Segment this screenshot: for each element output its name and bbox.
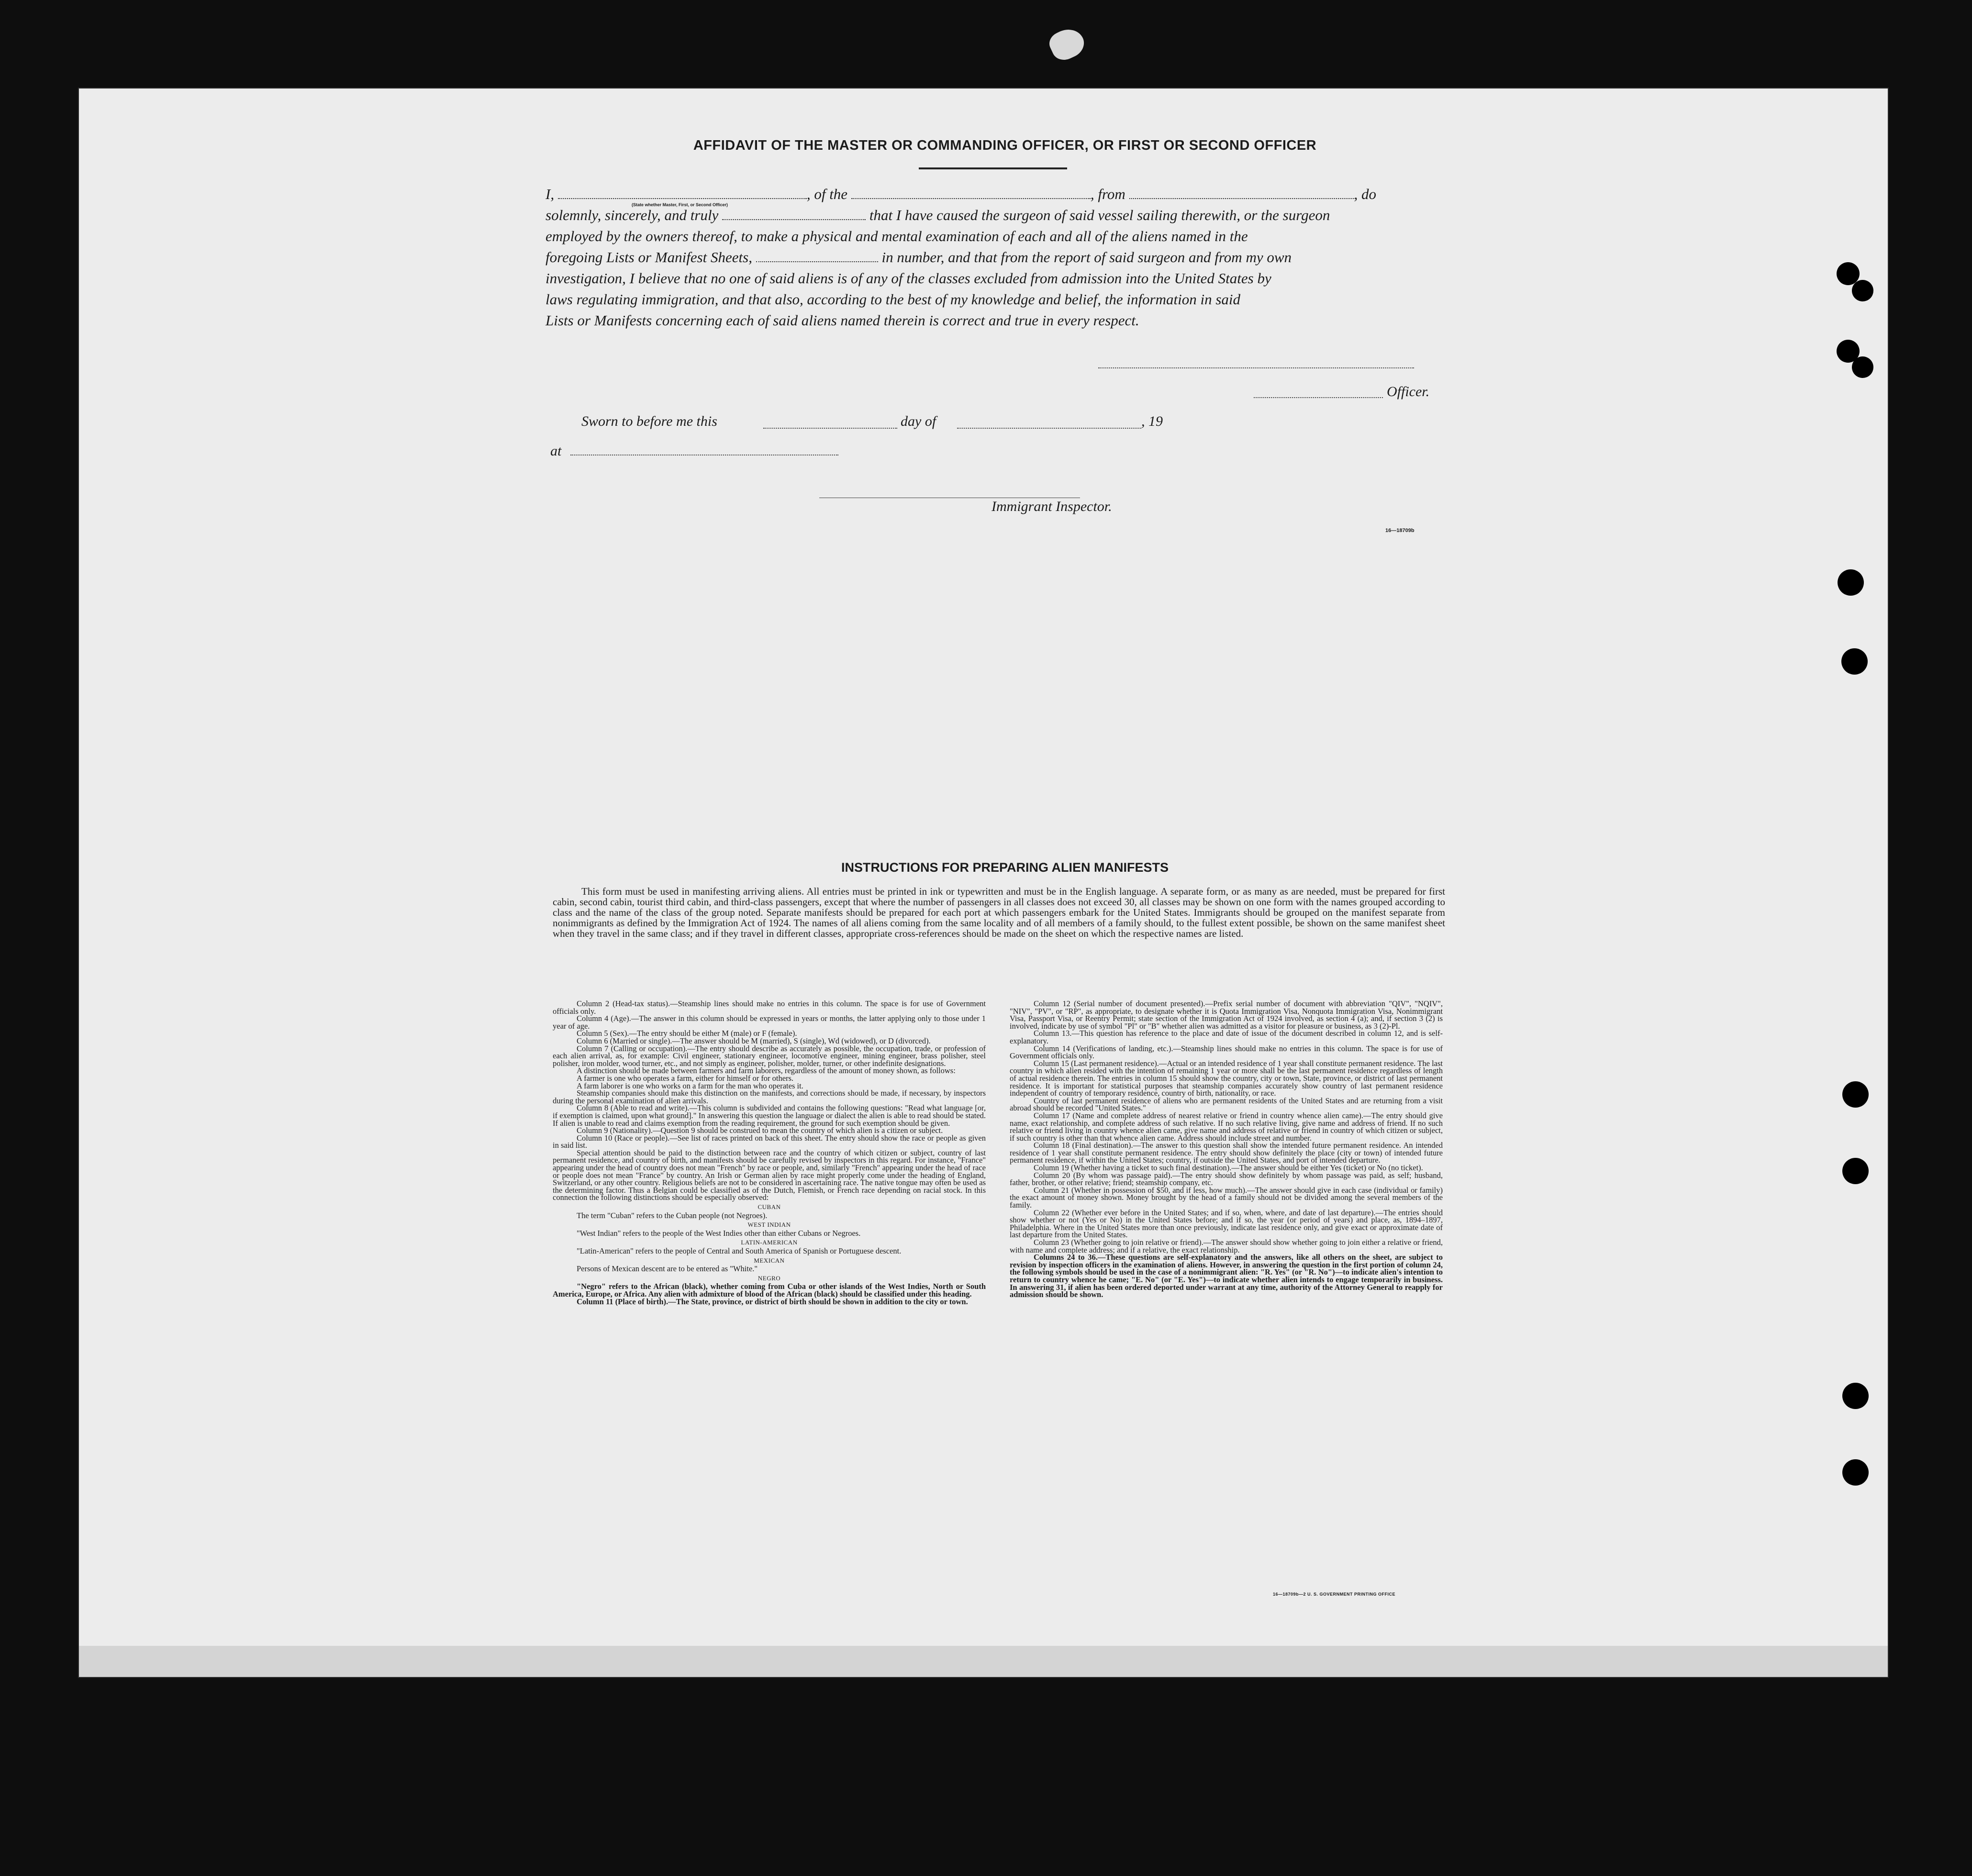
instruction-paragraph: Columns 24 to 36.—These questions are self-explanatory and the answers, like all others on the sheet, are subject to revision by inspection officers in the examination of aliens. However, in answering the question in the first portion of column 24, the following symbols should be used in the case of a nonimmigrant alien: "R. Yes" (or "R. No")—to indicate alien's intention to return to country whence he came; "E. No" (or "E. Yes")—to indicate whether alien intends to engage temporarily in business. In answering 31, if alien has been ordered deported under warrant at any time, authority of the Attorney General to reapply for admission should be shown. — [1010, 1253, 1443, 1299]
sworn-label: Sworn to before me this — [581, 413, 717, 429]
affidavit-line-3: employed by the owners thereof, to make a physical and mental examination of each and all of the aliens named in the — [546, 228, 1248, 244]
instruction-paragraph: Column 18 (Final destination).—The answer to this question shall show the intended future permanent residence. An intended residence of 1 year shall constitute permanent residence. The entry should show definitely the place (city or town) of intended future permanent residence, if within the United States; country, if outside the United States, and port of intended departure. — [1010, 1141, 1443, 1165]
binder-hole — [1841, 648, 1868, 675]
at-label: at — [550, 443, 562, 459]
cuban-heading: CUBAN — [758, 1203, 781, 1211]
instruction-paragraph: Column 17 (Name and complete address of nearest relative or friend in country whence alien came).—The entry should give name, exact relationship, and complete address of such relative. If no such relative living, give name and address of friend. If no such relative or friend living in country whence alien came, give name and address of relative or friend in country of which citizen or subject, if such country is other than that whence alien came. Address should include street and number. — [1010, 1110, 1443, 1143]
instruction-paragraph: Column 19 (Whether having a ticket to such final destination).—The answer should be either Yes (ticket) or No (no ticket). — [1034, 1163, 1423, 1173]
mexican-text: Persons of Mexican descent are to be entered as "White." — [577, 1264, 758, 1274]
instruction-paragraph: Special attention should be paid to the distinction between race and the country of which citizen or subject, country of last permanent residence, and country of birth, and manifests should be carefully revised by inspectors in this regard. For instance, "France" appearing under the head of country does not mean "French" by race or people, and, similarly "French" appearing under the head of race or people does not mean "France" by country. An Irish or German alien by race might properly come under the heading of England, Switzerland, or any other country. Religious beliefs are not to be considered in ascertaining race. The native tongue may often be used as the determining factor. Thus a Belgian could be classified as of the Dutch, Flemish, or French race depending on racial stock. In this connection the following distinctions should be especially observed: — [553, 1148, 986, 1202]
binder-hole — [1852, 356, 1873, 378]
declare-blank — [722, 208, 866, 220]
instructions-left-column — [553, 1000, 986, 1305]
title-rule — [919, 167, 1067, 169]
instruction-paragraph: Column 6 (Married or single).—The answer should be M (married), S (single), Wd (widowed), or D (divorced). — [577, 1036, 931, 1045]
negro-text: "Negro" refers to the African (black), whether coming from Cuba or other islands of the West Indies, North or South America, Europe, or Africa. Any alien with admixture of blood of the African (black) should be classified under this heading. — [553, 1282, 986, 1299]
sworn-month-blank — [957, 428, 1141, 429]
instruction-paragraph: Column 8 (Able to read and write).—This column is subdivided and contains the following questions: "Read what language [or, if exemption is claimed, upon what ground]." In answering this question the language or dialect the alien is able to read should be stated. If alien is unable to read and claims exemption from the reading requirement, the ground for such exemption should be given. — [553, 1103, 986, 1128]
instruction-paragraph: A farm laborer is one who works on a farm for the man who operates it. — [577, 1081, 803, 1090]
affidavit-line-2 — [546, 207, 1440, 224]
instruction-paragraph: A distinction should be made between farmers and farm laborers, regardless of the amount of money shown, as follows: — [577, 1066, 956, 1076]
cuban-text: The term "Cuban" refers to the Cuban people (not Negroes). — [577, 1210, 768, 1220]
instruction-paragraph: Country of last permanent residence of aliens who are permanent residents of the United States and are returning from a visit abroad should be recorded "United States." — [1010, 1096, 1443, 1113]
instruction-paragraph: Column 15 (Last permanent residence).—Actual or an intended residence of 1 year shall constitute permanent residence. The last country in which alien resided with the intention of remaining 1 year or more shall be the last permanent residence regardless of length of actual residence therein. The entries in column 15 should show the country, city or town, State, province, or district of last permanent residence. It is important for statistical purposes that steamship companies accurately show country of last permanent residence independent of country of temporary residence, country of birth, nationality, or race. — [1010, 1058, 1443, 1098]
binder-hole — [1842, 1158, 1869, 1184]
instruction-paragraph: Column 10 (Race or people).—See list of races printed on back of this sheet. The entry should show the race or people as given in said list. — [553, 1133, 986, 1150]
west-indian-text: "West Indian" refers to the people of the West Indies other than either Cubans or Negroes. — [577, 1228, 861, 1238]
affidavit-line-6: laws regulating immigration, and that also, according to the best of my knowledge and belief, the information in said — [546, 291, 1241, 308]
mexican-heading: MEXICAN — [754, 1256, 785, 1264]
latin-american-heading: LATIN-AMERICAN — [741, 1239, 798, 1246]
west-indian-heading: WEST INDIAN — [747, 1221, 791, 1229]
instruction-paragraph: Column 14 (Verifications of landing, etc.).—Steamship lines should make no entries in this column. The space is for use of Government officials only. — [1010, 1043, 1443, 1061]
instruction-paragraph: A farmer is one who operates a farm, either for himself or for others. — [577, 1073, 794, 1083]
vessel-name-blank — [851, 187, 1091, 199]
affidavit-line-2-end: that I have caused the surgeon of said vessel sailing therewith, or the surgeon — [869, 207, 1330, 223]
binder-hole — [1838, 569, 1864, 596]
sheet-bottom-edge — [79, 1646, 1888, 1677]
affidavit-title: AFFIDAVIT OF THE MASTER OR COMMANDING OFFICER, OR FIRST OR SECOND OFFICER — [693, 138, 1317, 153]
instruction-paragraph: Column 22 (Whether ever before in the United States; and if so, when, where, and date of last departure).—The entries should show whether or not (Yes or No) in the United States before; and if so, the year (or period of years) and place, as, 1894–1897, Philadelphia. Where in the United States more than once previously, indicate last residence only, and give exact or approximate date of last departure from the United States. — [1010, 1208, 1443, 1240]
binder-hole — [1842, 1459, 1869, 1486]
affidavit-line-4-start: foregoing Lists or Manifest Sheets, — [546, 249, 752, 266]
affidavit-i: I, — [546, 186, 555, 202]
instruction-paragraph: Column 9 (Nationality).—Question 9 should be construed to mean the country of which alien is a citizen or subject. — [577, 1126, 943, 1135]
negro-heading: NEGRO — [758, 1274, 781, 1282]
instruction-paragraph: Column 7 (Calling or occupation).—The entry should describe as accurately as possible, the occupation, trade, or profession of each alien arrival, as, for example: Civil engineer, stationary engineer, locomotive engineer, mining engineer, brass polisher, steel polisher, iron molder, wood turner, etc., and not simply as engineer, polisher, molder, turner, or other indefinite designations. — [553, 1043, 986, 1068]
affidavit-line-4 — [546, 249, 1440, 266]
officer-title-line — [1254, 397, 1383, 398]
instructions-intro: This form must be used in manifesting arriving aliens. All entries must be printed in ink or typewritten and must be in the English language. A separate form, or as many as are needed, must be prepared for first cabin, second cabin, tourist third cabin, and third-class passengers, except that where the number of passengers in all classes does not exceed 30, all classes may be shown on one form with the names grouped according to class and the name of the class of the group noted. Separate manifests should be prepared for each port at which passengers embark for the United States. Immigrants should be grouped on the manifest separate from nonimmigrants as defined by the Immigration Act of 1924. The names of all aliens coming from the same locality and of all members of a family should, to the fullest extent possible, be shown on the same manifest sheet when they travel in the same class; and if they travel in different classes, appropriate cross-references should be made on the sheet on which the respective names are listed. — [553, 886, 1445, 939]
affidavit-line-7: Lists or Manifests concerning each of said aliens named therein is correct and true in every respect. — [546, 312, 1139, 329]
inspector-label: Immigrant Inspector. — [992, 499, 1112, 514]
sworn-day-blank — [763, 428, 897, 429]
affidavit-line-2-start: solemnly, sincerely, and truly — [546, 207, 719, 223]
officer-label: Officer. — [1387, 384, 1430, 400]
port-from-blank — [1129, 187, 1354, 199]
state-officer-note: (State whether Master, First, or Second Officer) — [632, 202, 728, 207]
binder-hole — [1842, 1383, 1869, 1409]
sheet-count-blank — [756, 250, 878, 262]
affidavit-from: , from — [1090, 186, 1125, 202]
column-11-text: Column 11 (Place of birth).—The State, province, or district of birth should be shown in addition to the city or town. — [577, 1297, 968, 1306]
instruction-paragraph: Column 4 (Age).—The answer in this column should be expressed in years or months, the latter applying only to those under 1 year of age. — [553, 1014, 986, 1031]
instruction-paragraph: Column 21 (Whether in possession of $50, and if less, how much).—The answer should give in each case (individual or family) the exact amount of money shown. Money brought by the head of a family should not be divided among the several members of the family. — [1010, 1185, 1443, 1210]
sworn-day-label: day of — [901, 413, 936, 429]
instruction-paragraph: Column 12 (Serial number of document presented).—Prefix serial number of document with abbreviation "QIV", "NQIV", "NIV", "PV", or "RP", as appropriate, to designate whether it is Quota Immigration Visa, Nonquota Immigration Visa, Nonimmigrant Visa, Passport Visa, or Reentry Permit; state section of the Immigration Act of 1924 involved, as section 4 (a); and, if section 3 (2) is involved, indicate by use of symbol "Pl" or "B" whether alien was admitted as a visitor for pleasure or business, as 3 (2)-Pl. — [1010, 999, 1443, 1031]
instruction-paragraph: Column 23 (Whether going to join relative or friend).—The answer should show whether going to join either a relative or friend, with name and complete address; and if a relative, the exact relationship. — [1010, 1238, 1443, 1254]
binder-hole — [1842, 1081, 1869, 1108]
form-code: 16—18709b — [1385, 528, 1415, 533]
sworn-year-label: , 19 — [1141, 413, 1163, 429]
instruction-paragraph: Column 13.—This question has reference to the place and date of issue of the document described in column 12, and is self-explanatory. — [1010, 1029, 1443, 1045]
instructions-right-column — [1010, 1000, 1443, 1299]
officer-rank-blank — [558, 187, 807, 199]
affidavit-line-4-end: in number, and that from the report of said surgeon and from my own — [881, 249, 1292, 266]
affidavit-line-5: investigation, I believe that no one of said aliens is of any of the classes excluded from admission into the United States by — [546, 270, 1271, 287]
binder-hole — [1852, 280, 1873, 301]
instruction-paragraph: Column 2 (Head-tax status).—Steamship lines should make no entries in this column. The space is for use of Government officials only. — [553, 999, 986, 1016]
affidavit-of-the: , of the — [806, 186, 848, 202]
instructions-title: INSTRUCTIONS FOR PREPARING ALIEN MANIFESTS — [841, 860, 1169, 875]
printer-note: 16—18709b—2 U. S. GOVERNMENT PRINTING OFFICE — [1273, 1592, 1396, 1597]
instruction-paragraph: Column 5 (Sex).—The entry should be either M (male) or F (female). — [577, 1029, 797, 1038]
affidavit-line-1 — [546, 186, 1440, 203]
instruction-paragraph: Column 20 (By whom was passage paid).—The entry should show definitely by whom passage was paid, as self; husband, father, brother, or other relative; friend; steamship company, etc. — [1010, 1170, 1443, 1188]
paper-fragment — [1046, 24, 1089, 64]
affidavit-do: , do — [1354, 186, 1376, 202]
officer-signature-line — [1098, 367, 1414, 368]
instruction-paragraph: Steamship companies should make this distinction on the manifests, and corrections should be made, if necessary, by inspectors during the personal examination of alien arrivals. — [553, 1088, 986, 1105]
latin-american-text: "Latin-American" refers to the people of Central and South America of Spanish or Portuguese descent. — [577, 1246, 902, 1255]
